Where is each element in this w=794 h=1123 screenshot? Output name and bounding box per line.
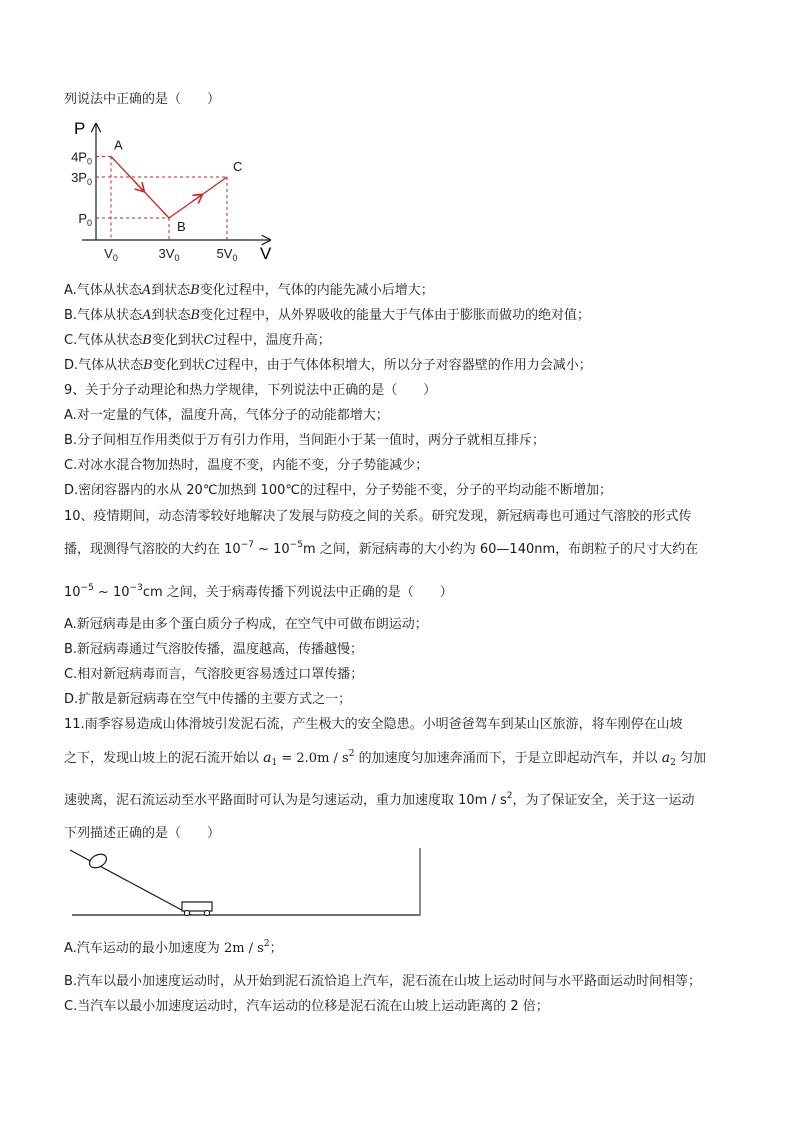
v-tick-label: $V_0$ <box>104 246 118 263</box>
q11-stem-line2: 之下，发现山坡上的泥石流开始以 $a_1 = 2.0m / s^2$ 的加速度匀加速奔涌而下，于是立即起动汽车，并以 $a_2$ 匀加 <box>64 749 706 768</box>
pv-diagram <box>64 114 286 266</box>
question-8-stem-tail: 列说法中正确的是（ ） <box>64 92 221 107</box>
q8-option-d[interactable] <box>64 358 592 374</box>
p-tick-label: $P_0$ <box>78 211 92 228</box>
q8-c-text: C.气体从状态 <box>64 333 143 348</box>
car-icon <box>182 902 212 916</box>
q8-c-text2: 变化到状 <box>151 333 204 348</box>
p-tick-label: $4P_0$ <box>71 149 92 167</box>
q10-option-b[interactable]: B.新冠病毒通过气溶胶传播，温度越高，传播越慢； <box>64 642 364 657</box>
q10-option-a[interactable]: A.新冠病毒是由多个蛋白质分子构成，在空气中可做布朗运动； <box>64 617 428 632</box>
q9-option-d[interactable]: D.密闭容器内的水从 20℃加热到 100℃的过程中，分子势能不变，分子的平均动能不断增加； <box>64 483 612 498</box>
direction-arrow-ab <box>134 181 143 191</box>
v-tick-label: $5V_0$ <box>216 246 238 263</box>
q11-stem-line3: 速驶离，泥石流运动至水平路面时可认为是匀速运动，重力加速度取 $10m / s^2$，为了保证安全，关于这一运动 <box>64 791 695 808</box>
p-tick-label: $3P_0$ <box>71 170 92 187</box>
direction-arrow-bc <box>192 195 201 202</box>
q8-d-text: D.气体从状态 <box>64 358 144 373</box>
q8-c-text3: 过程中，温度升高； <box>213 333 331 348</box>
q8-a-text3: 变化过程中，气体的内能先减小后增大； <box>199 283 434 298</box>
q8-a-text: A.气体从状态 <box>64 283 142 298</box>
q8-a-text2: 到状态 <box>151 283 191 298</box>
q10-option-c[interactable]: C.相对新冠病毒而言，气溶胶更容易透过口罩传播； <box>64 667 364 682</box>
slope-line <box>70 850 191 915</box>
p-axis-label: P <box>74 119 86 138</box>
q11-option-b[interactable]: B.汽车以最小加速度运动时，从开始到泥石流恰追上汽车，泥石流在山坡上运动时间与水平路面运动时间相等； <box>64 974 702 989</box>
q8-option-c[interactable] <box>64 333 331 349</box>
q8-d-text2: 变化到状 <box>152 358 205 373</box>
v-axis-label: V <box>260 244 272 263</box>
landslide-car-illustration <box>64 846 428 922</box>
q9-option-b[interactable]: B.分子间相互作用类似于万有引力作用，当间距小于某一值时，两分子就相互排斥； <box>64 433 546 448</box>
q8-option-b[interactable] <box>64 308 590 324</box>
q8-b-text2: 到状态 <box>151 308 191 323</box>
q8-b-state2: B <box>190 308 201 323</box>
q10-stem-line3: $10^{-5}$ ~ $10^{-3}cm$ 之间，关于病毒传播下列说法中正确的是（ ） <box>64 583 453 600</box>
v-tick-label: $3V_0$ <box>158 246 180 263</box>
q11-option-c[interactable]: C.当汽车以最小加速度运动时，汽车运动的位移是泥石流在山坡上运动距离的 2 倍； <box>64 999 549 1014</box>
q8-d-state2: C <box>204 358 215 373</box>
q8-d-state1: B <box>143 358 153 373</box>
q8-b-text: B.气体从状态 <box>64 308 143 323</box>
q8-b-text3: 变化过程中，从外界吸收的能量大于气体由于膨胀而做功的绝对值； <box>200 308 591 323</box>
q8-b-state1: A <box>142 308 152 323</box>
q9-stem: 9、关于分子动理论和热力学规律，下列说法中正确的是（ ） <box>64 383 437 398</box>
q9-option-c[interactable]: C.对冰水混合物加热时，温度不变，内能不变，分子势能减少； <box>64 458 429 473</box>
state-label-a: A <box>114 137 123 153</box>
q11-option-a[interactable]: A.汽车运动的最小加速度为 $2m / s^2$； <box>64 939 283 956</box>
state-label-b: B <box>177 219 186 234</box>
state-label-c: C <box>233 159 243 174</box>
q11-stem-line4: 下列描述正确的是（ ） <box>64 826 221 841</box>
q11-stem-line1: 11.雨季容易造成山体滑坡引发泥石流，产生极大的安全隐患。小明爸爸驾车到某山区旅游，将车刚停在山坡 <box>64 717 683 732</box>
q8-option-a[interactable] <box>64 283 434 299</box>
q8-a-state2: B <box>190 283 200 298</box>
q8-c-state1: B <box>142 333 152 348</box>
q10-option-d[interactable]: D.扩散是新冠病毒在空气中传播的主要方式之一； <box>64 692 352 707</box>
q8-a-state1: A <box>141 283 152 298</box>
q8-d-text3: 过程中，由于气体体积增大，所以分子对容器壁的作用力会减小； <box>214 358 592 373</box>
q9-option-a[interactable]: A.对一定量的气体，温度升高，气体分子的动能都增大； <box>64 408 389 423</box>
q8-c-state2: C <box>203 333 214 348</box>
q10-stem-line2: 播，现测得气溶胶的大约在 $10^{-7}$ ~ $10^{-5}m$ 之间，新冠病毒的大小约为 60—140nm，布朗粒子的尺寸大约在 <box>64 540 699 557</box>
q10-stem-line1: 10、疫情期间，动态清零较好地解决了发展与防疫之间的关系。研究发现，新冠病毒也可通过气溶胶的形式传 <box>64 509 692 524</box>
mudslide-rock-icon <box>87 851 109 870</box>
